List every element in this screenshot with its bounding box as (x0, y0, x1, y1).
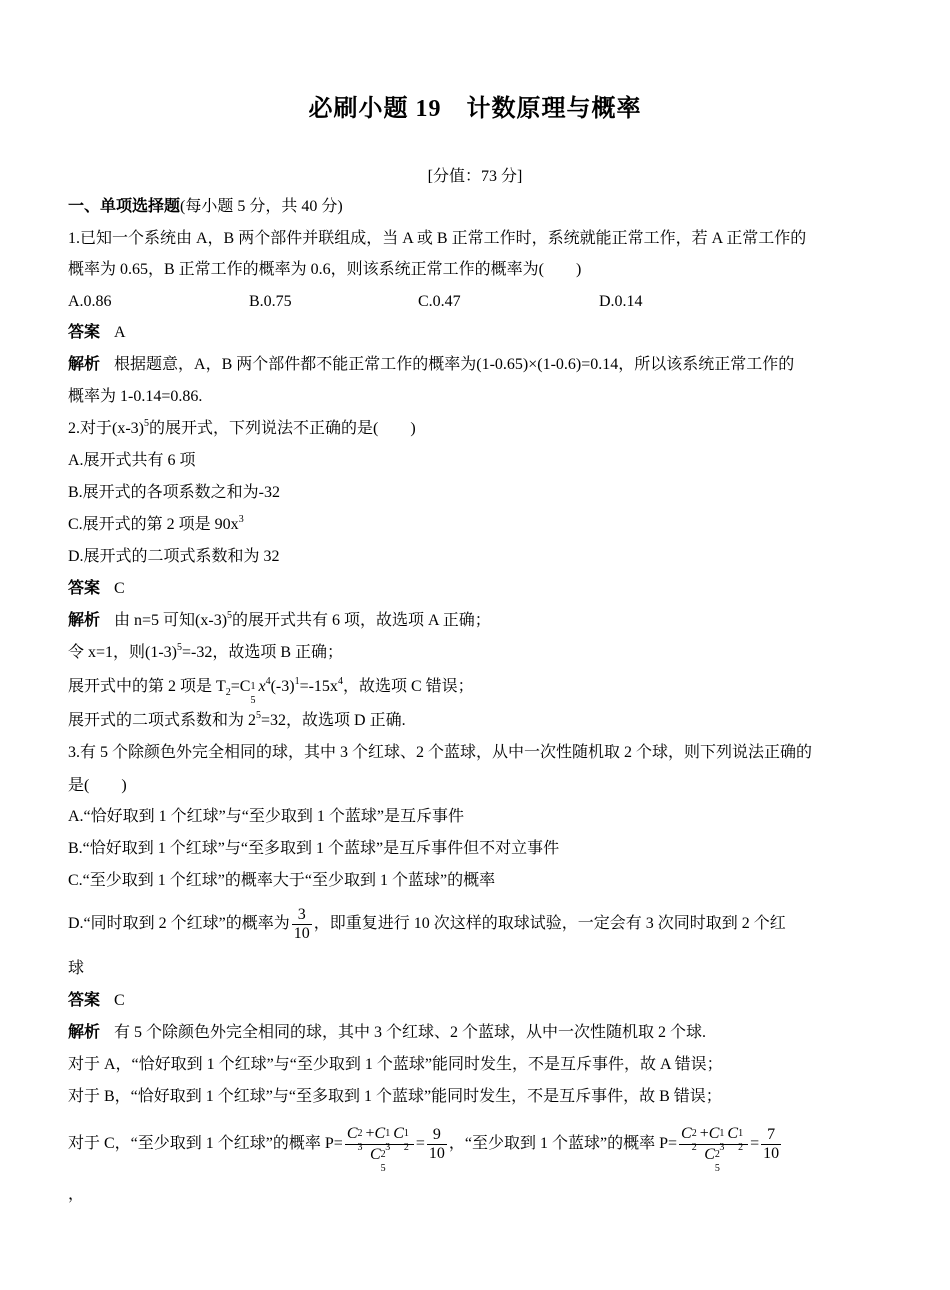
p1-fraction: C 2 3 +C 1 3 C 1 2 C 2 5 (345, 1124, 414, 1165)
section-heading: 一、单项选择题(每小题 5 分，共 40 分) (68, 198, 343, 215)
q2-stem: 2.对于$(x-3)^5$的展开式，下列说法不正确的是( ) (68, 418, 416, 437)
q1-option-b: B.0.75 (249, 293, 292, 310)
q3-option-d-line1: D.“同时取到 2 个红球”的概率为 $\frac{3}{10}$ ，即重复进行 10 次这样的取球试验，一定会有 3 次同时取到 2 个红 (68, 905, 786, 942)
p2-fraction: C 2 2 +C 1 3 C 1 2 C 2 5 (679, 1124, 748, 1165)
q1-analysis-line1: 解析 根据题意，A，B 两个部件都不能正常工作的概率为(1-0.65)×(1-0.6)=0.14，所以该系统正常工作的 (68, 356, 795, 373)
q1-option-a: A.0.86 (68, 293, 112, 310)
q3-analysis-line3: 对于 B，“恰好取到 1 个红球”与“至多取到 1 个蓝球”能同时发生，不是互斥事件，故 B 错误； (68, 1088, 722, 1105)
q2-option-b: B.展开式的各项系数之和为-32 (68, 484, 281, 501)
q1-analysis-line2: 概率为 1-0.14=0.86. (68, 388, 203, 405)
q1-stem-line1: 1.已知一个系统由 A，B 两个部件并联组成，当 A 或 B 正常工作时，系统就能正常工作，若 A 正常工作的 (68, 230, 807, 247)
q3-analysis-line4: 对于 C，“至少取到 1 个红球”的概率 P= C 2 3 +C 1 3 C 1 2 C 2 5 = $\frac{9}{10}$ ，“至少取到 1 个蓝球”的概率 P= C 2 2 +C 1 3 C 1 2 C 2 5 = $\frac{7}{10}$ (68, 1124, 780, 1174)
q3-analysis-line1: 解析 有 5 个除颜色外完全相同的球，其中 3 个红球、2 个蓝球，从中一次性随机取 2 个球. (68, 1024, 707, 1041)
q2-answer: 答案 C (68, 580, 125, 597)
q3-analysis-line2: 对于 A，“恰好取到 1 个红球”与“至少取到 1 个蓝球”能同时发生，不是互斥事件，故 A 错误； (68, 1056, 723, 1073)
q3-option-d-fraction: $\frac{3}{10}$ (293, 905, 310, 942)
q3-stem-line1: 3.有 5 个除颜色外完全相同的球，其中 3 个红球、2 个蓝球，从中一次性随机取 2 个球，则下列说法正确的 (68, 744, 813, 761)
q3-option-d-line2: 球 (68, 960, 85, 977)
q3-option-c: C.“至少取到 1 个红球”的概率大于“至少取到 1 个蓝球”的概率 (68, 872, 496, 889)
q2-option-c: C.展开式的第 2 项是 $90x^3$ (68, 514, 244, 533)
q2-option-d: D.展开式的二项式系数和为 32 (68, 548, 280, 565)
q2-analysis-line2: 令 x=1，则$(1-3)^5=-32$，故选项 B 正确； (68, 642, 344, 661)
q3-answer: 答案 C (68, 992, 125, 1009)
q3-stem-line2: 是( ) (68, 777, 127, 794)
q3-analysis-line5: ， (68, 1186, 85, 1203)
q1-option-c: C.0.47 (418, 293, 461, 310)
page-title: 必刷小题 19 计数原理与概率 (308, 96, 642, 122)
q2-analysis-line1: 解析 由 n=5 可知$(x-3)^5$的展开式共有 6 项，故选项 A 正确； (68, 610, 491, 629)
q1-stem-line2: 概率为 0.65，B 正常工作的概率为 0.6，则该系统正常工作的概率为( ) (68, 261, 582, 278)
score-note: [分值：73 分] (427, 168, 523, 185)
q2-analysis-line3: 展开式中的第 2 项是 $T_2=C$ 1 5 $x^4(-3)^1=-15x^4$，故选项 C 错误； (68, 676, 474, 706)
q2-analysis-line4: 展开式的二项式系数和为 $2^5=32$，故选项 D 正确. (68, 710, 406, 729)
q1-answer: 答案 A (68, 324, 126, 341)
q2-option-a: A.展开式共有 6 项 (68, 452, 196, 469)
q1-option-d: D.0.14 (599, 293, 643, 310)
q1-options (68, 291, 880, 313)
q3-option-b: B.“恰好取到 1 个红球”与“至多取到 1 个蓝球”是互斥事件但不对立事件 (68, 840, 560, 857)
q3-option-a: A.“恰好取到 1 个红球”与“至少取到 1 个蓝球”是互斥事件 (68, 808, 464, 825)
p2-value: $\frac{7}{10}$ (763, 1125, 780, 1162)
p1-value: $\frac{9}{10}$ (428, 1125, 445, 1162)
